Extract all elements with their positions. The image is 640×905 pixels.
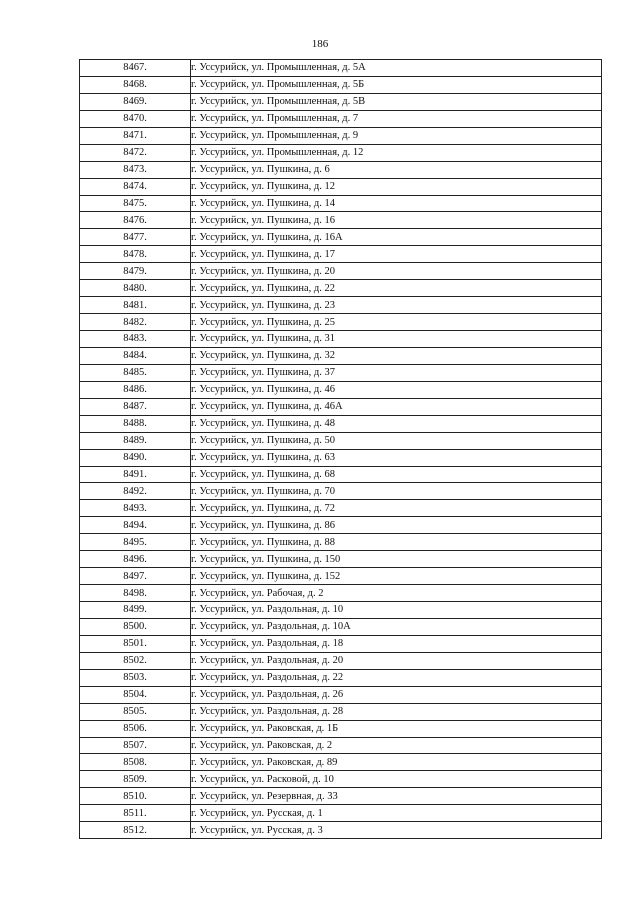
row-number: 8473. [80, 161, 191, 178]
table-row [80, 364, 602, 381]
table-row [80, 568, 602, 585]
table-row [80, 737, 602, 754]
table-row [80, 398, 602, 415]
table-row [80, 93, 602, 110]
row-number: 8494. [80, 517, 191, 534]
table-row [80, 534, 602, 551]
table-row [80, 212, 602, 229]
table-row [80, 331, 602, 348]
row-number: 8488. [80, 415, 191, 432]
table-row [80, 314, 602, 331]
row-address: г. Уссурийск, ул. Пушкина, д. 16 [191, 212, 602, 229]
table-row [80, 144, 602, 161]
table-row [80, 635, 602, 652]
table-row [80, 195, 602, 212]
row-address: г. Уссурийск, ул. Пушкина, д. 17 [191, 246, 602, 263]
table-row [80, 669, 602, 686]
row-number: 8493. [80, 500, 191, 517]
table-row [80, 517, 602, 534]
table-row [80, 415, 602, 432]
row-address: г. Уссурийск, ул. Русская, д. 1 [191, 805, 602, 822]
table-row [80, 178, 602, 195]
row-number: 8490. [80, 449, 191, 466]
table-row [80, 822, 602, 839]
row-number: 8495. [80, 534, 191, 551]
row-number: 8499. [80, 602, 191, 619]
row-address: г. Уссурийск, ул. Пушкина, д. 20 [191, 263, 602, 280]
row-number: 8491. [80, 466, 191, 483]
table-row [80, 652, 602, 669]
table-row [80, 585, 602, 602]
table-row [80, 263, 602, 280]
row-address: г. Уссурийск, ул. Пушкина, д. 23 [191, 297, 602, 314]
row-address: г. Уссурийск, ул. Раздольная, д. 10 [191, 602, 602, 619]
row-number: 8505. [80, 703, 191, 720]
row-address: г. Уссурийск, ул. Раковская, д. 2 [191, 737, 602, 754]
table-row [80, 246, 602, 263]
row-number: 8468. [80, 76, 191, 93]
table-row [80, 483, 602, 500]
table-row [80, 720, 602, 737]
table-row [80, 466, 602, 483]
row-number: 8477. [80, 229, 191, 246]
row-address: г. Уссурийск, ул. Пушкина, д. 152 [191, 568, 602, 585]
row-number: 8470. [80, 110, 191, 127]
row-address: г. Уссурийск, ул. Промышленная, д. 12 [191, 144, 602, 161]
row-address: г. Уссурийск, ул. Пушкина, д. 88 [191, 534, 602, 551]
table-row [80, 805, 602, 822]
address-table [79, 59, 602, 839]
row-address: г. Уссурийск, ул. Пушкина, д. 22 [191, 280, 602, 297]
row-number: 8492. [80, 483, 191, 500]
row-number: 8508. [80, 754, 191, 771]
row-address: г. Уссурийск, ул. Пушкина, д. 150 [191, 551, 602, 568]
row-number: 8478. [80, 246, 191, 263]
row-address: г. Уссурийск, ул. Пушкина, д. 6 [191, 161, 602, 178]
row-address: г. Уссурийск, ул. Русская, д. 3 [191, 822, 602, 839]
row-number: 8484. [80, 347, 191, 364]
table-row [80, 297, 602, 314]
row-number: 8485. [80, 364, 191, 381]
row-address: г. Уссурийск, ул. Пушкина, д. 50 [191, 432, 602, 449]
row-address: г. Уссурийск, ул. Пушкина, д. 32 [191, 347, 602, 364]
table-row [80, 110, 602, 127]
row-address: г. Уссурийск, ул. Пушкина, д. 12 [191, 178, 602, 195]
table-row [80, 500, 602, 517]
row-address: г. Уссурийск, ул. Пушкина, д. 16А [191, 229, 602, 246]
row-address: г. Уссурийск, ул. Пушкина, д. 14 [191, 195, 602, 212]
row-number: 8509. [80, 771, 191, 788]
row-address: г. Уссурийск, ул. Пушкина, д. 48 [191, 415, 602, 432]
row-number: 8476. [80, 212, 191, 229]
row-number: 8480. [80, 280, 191, 297]
row-address: г. Уссурийск, ул. Раздольная, д. 20 [191, 652, 602, 669]
row-number: 8496. [80, 551, 191, 568]
row-number: 8469. [80, 93, 191, 110]
row-address: г. Уссурийск, ул. Раздольная, д. 18 [191, 635, 602, 652]
row-address: г. Уссурийск, ул. Раздольная, д. 28 [191, 703, 602, 720]
row-address: г. Уссурийск, ул. Раковская, д. 1Б [191, 720, 602, 737]
row-number: 8497. [80, 568, 191, 585]
table-row [80, 381, 602, 398]
row-address: г. Уссурийск, ул. Пушкина, д. 25 [191, 314, 602, 331]
row-number: 8501. [80, 635, 191, 652]
row-address: г. Уссурийск, ул. Промышленная, д. 7 [191, 110, 602, 127]
row-address: г. Уссурийск, ул. Резервная, д. 33 [191, 788, 602, 805]
row-address: г. Уссурийск, ул. Промышленная, д. 5В [191, 93, 602, 110]
table-row [80, 449, 602, 466]
row-address: г. Уссурийск, ул. Пушкина, д. 70 [191, 483, 602, 500]
row-number: 8511. [80, 805, 191, 822]
row-number: 8487. [80, 398, 191, 415]
table-row [80, 229, 602, 246]
table-row [80, 551, 602, 568]
row-number: 8479. [80, 263, 191, 280]
row-number: 8498. [80, 585, 191, 602]
table-row [80, 280, 602, 297]
table-row [80, 432, 602, 449]
row-number: 8489. [80, 432, 191, 449]
row-address: г. Уссурийск, ул. Пушкина, д. 68 [191, 466, 602, 483]
table-row [80, 771, 602, 788]
row-address: г. Уссурийск, ул. Промышленная, д. 5Б [191, 76, 602, 93]
table-row [80, 161, 602, 178]
row-number: 8507. [80, 737, 191, 754]
row-number: 8510. [80, 788, 191, 805]
row-number: 8512. [80, 822, 191, 839]
row-number: 8503. [80, 669, 191, 686]
row-address: г. Уссурийск, ул. Пушкина, д. 63 [191, 449, 602, 466]
row-number: 8481. [80, 297, 191, 314]
row-address: г. Уссурийск, ул. Рабочая, д. 2 [191, 585, 602, 602]
row-address: г. Уссурийск, ул. Пушкина, д. 46 [191, 381, 602, 398]
table-row [80, 703, 602, 720]
row-address: г. Уссурийск, ул. Раздольная, д. 26 [191, 686, 602, 703]
row-address: г. Уссурийск, ул. Пушкина, д. 31 [191, 331, 602, 348]
table-row [80, 127, 602, 144]
row-address: г. Уссурийск, ул. Промышленная, д. 5А [191, 60, 602, 77]
row-number: 8483. [80, 331, 191, 348]
row-address: г. Уссурийск, ул. Расковой, д. 10 [191, 771, 602, 788]
table-row [80, 347, 602, 364]
row-address: г. Уссурийск, ул. Пушкина, д. 72 [191, 500, 602, 517]
row-number: 8502. [80, 652, 191, 669]
row-number: 8467. [80, 60, 191, 77]
row-number: 8482. [80, 314, 191, 331]
table-row [80, 686, 602, 703]
row-address: г. Уссурийск, ул. Промышленная, д. 9 [191, 127, 602, 144]
table-row [80, 788, 602, 805]
table-row [80, 76, 602, 93]
row-address: г. Уссурийск, ул. Раздольная, д. 22 [191, 669, 602, 686]
row-number: 8475. [80, 195, 191, 212]
table-row [80, 754, 602, 771]
row-address: г. Уссурийск, ул. Пушкина, д. 37 [191, 364, 602, 381]
row-number: 8472. [80, 144, 191, 161]
row-address: г. Уссурийск, ул. Раздольная, д. 10А [191, 618, 602, 635]
table-row [80, 602, 602, 619]
row-number: 8504. [80, 686, 191, 703]
row-number: 8486. [80, 381, 191, 398]
row-address: г. Уссурийск, ул. Пушкина, д. 86 [191, 517, 602, 534]
row-number: 8471. [80, 127, 191, 144]
row-number: 8474. [80, 178, 191, 195]
row-address: г. Уссурийск, ул. Пушкина, д. 46А [191, 398, 602, 415]
table-row [80, 60, 602, 77]
row-number: 8500. [80, 618, 191, 635]
row-number: 8506. [80, 720, 191, 737]
row-address: г. Уссурийск, ул. Раковская, д. 89 [191, 754, 602, 771]
table-row [80, 618, 602, 635]
address-table-body [80, 60, 602, 839]
page-number: 186 [311, 38, 329, 50]
